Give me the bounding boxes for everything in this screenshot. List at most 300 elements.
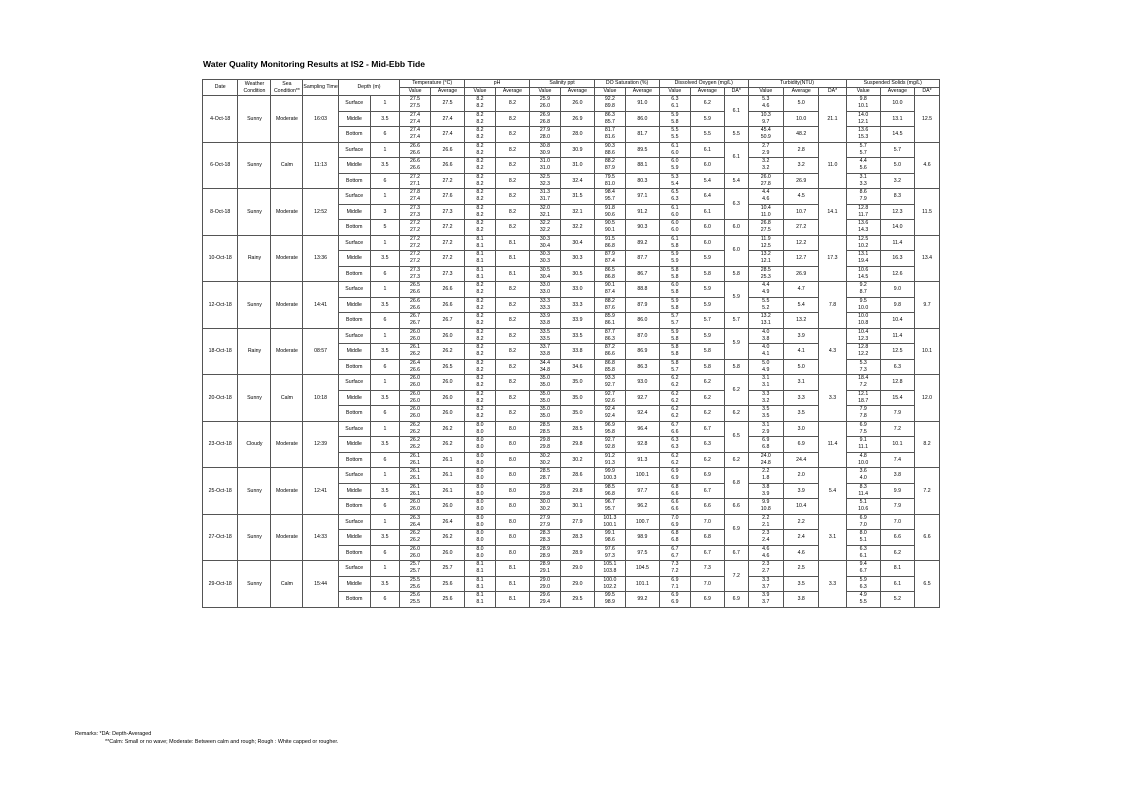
do-value-cell-reading: 5.8 (671, 335, 679, 342)
salinity-value-cell (530, 390, 561, 406)
do-da-cell: 5.8 (724, 359, 748, 375)
do-saturation-value-cell (595, 406, 626, 422)
do-value-cell-reading: 6.3 (671, 444, 679, 451)
turbidity-value-cell (748, 235, 783, 251)
ss-value-cell-reading: 18.7 (858, 397, 869, 404)
header-value: Value (400, 88, 431, 96)
salinity-value-cell (530, 375, 561, 391)
ph-value-cell (465, 390, 496, 406)
salinity-value-cell-reading: 33.0 (539, 282, 550, 289)
ph-value-cell-reading: 8.1 (476, 576, 484, 583)
do-value-cell (660, 499, 691, 515)
depth-value-cell: 5 (370, 220, 400, 236)
header-weather: Weather Condition (238, 80, 271, 96)
turbidity-value-cell-reading: 3.9 (762, 592, 770, 599)
do-average-cell: 6.0 (690, 235, 724, 251)
turbidity-value-cell (748, 437, 783, 453)
salinity-value-cell (530, 111, 561, 127)
temperature-value-cell (400, 499, 431, 515)
table-row (203, 328, 940, 344)
ph-value-cell (465, 220, 496, 236)
ss-value-cell-reading: 10.0 (858, 459, 869, 466)
header-do-saturation: DO Saturation (%) (595, 80, 660, 88)
turbidity-value-cell-reading: 24.0 (760, 452, 771, 459)
do-saturation-value-cell-reading: 88.2 (604, 158, 615, 165)
do-da-cell: 6.5 (724, 421, 748, 452)
do-value-cell (660, 359, 691, 375)
ss-value-cell-reading: 5.1 (859, 537, 867, 544)
ph-value-cell-reading: 8.2 (476, 304, 484, 311)
depth-value-cell: 6 (370, 545, 400, 561)
do-saturation-value-cell-reading: 90.6 (604, 211, 615, 218)
turbidity-value-cell (748, 359, 783, 375)
ss-average-cell: 8.1 (880, 561, 914, 577)
ss-value-cell (846, 545, 880, 561)
do-saturation-value-cell-reading: 87.4 (604, 258, 615, 265)
do-average-cell: 7.0 (690, 576, 724, 592)
turbidity-value-cell-reading: 2.2 (762, 514, 770, 521)
temperature-average-cell: 26.6 (430, 158, 464, 174)
turbidity-da-cell: 3.1 (819, 514, 846, 561)
do-saturation-value-cell-reading: 98.5 (604, 483, 615, 490)
salinity-value-cell-reading: 29.8 (539, 490, 550, 497)
do-da-cell: 6.1 (724, 142, 748, 173)
do-saturation-value-cell-reading: 81.7 (604, 127, 615, 134)
temperature-value-cell-reading: 26.0 (409, 328, 421, 335)
do-value-cell-reading: 6.0 (671, 211, 679, 218)
salinity-value-cell-reading: 28.0 (539, 134, 550, 141)
do-average-cell: 5.9 (690, 282, 724, 298)
turbidity-average-cell: 2.4 (783, 530, 818, 546)
do-saturation-value-cell (595, 111, 626, 127)
depth-value-cell: 1 (370, 375, 400, 391)
temperature-average-cell: 26.5 (430, 359, 464, 375)
temperature-value-cell-reading: 26.6 (409, 165, 421, 172)
salinity-value-cell (530, 499, 561, 515)
do-saturation-average-cell: 88.8 (625, 282, 659, 298)
salinity-value-cell-reading: 35.0 (539, 413, 550, 420)
temperature-value-cell-reading: 26.5 (409, 282, 421, 289)
turbidity-value-cell (748, 344, 783, 360)
turbidity-value-cell (748, 514, 783, 530)
temperature-value-cell (400, 297, 431, 313)
salinity-value-cell-reading: 30.2 (539, 459, 550, 466)
temperature-average-cell: 26.2 (430, 421, 464, 437)
depth-value-cell: 3.5 (370, 483, 400, 499)
temperature-value-cell-reading: 26.0 (409, 335, 421, 342)
do-saturation-value-cell (595, 359, 626, 375)
depth-value-cell: 1 (370, 561, 400, 577)
turbidity-value-cell-reading: 3.1 (762, 382, 770, 389)
ss-average-cell: 10.1 (880, 437, 914, 453)
turbidity-da-cell: 3.3 (819, 375, 846, 422)
do-saturation-value-cell (595, 189, 626, 205)
do-saturation-value-cell-reading: 90.1 (604, 282, 615, 289)
turbidity-da-cell: 11.0 (819, 142, 846, 189)
ph-average-cell: 8.1 (495, 266, 529, 282)
do-value-cell-reading: 5.7 (671, 313, 679, 320)
temperature-value-cell (400, 530, 431, 546)
turbidity-value-cell-reading: 24.8 (760, 459, 771, 466)
turbidity-value-cell-reading: 4.1 (762, 351, 770, 358)
ss-average-cell: 10.0 (880, 96, 914, 112)
turbidity-value-cell-reading: 2.9 (762, 428, 770, 435)
ss-value-cell-reading: 12.1 (858, 390, 869, 397)
ph-value-cell-reading: 8.2 (476, 344, 484, 351)
do-saturation-average-cell: 87.7 (625, 251, 659, 267)
turbidity-value-cell-reading: 5.0 (762, 359, 770, 366)
do-saturation-value-cell-reading: 81.6 (604, 134, 615, 141)
ph-average-cell: 8.2 (495, 142, 529, 158)
ss-value-cell (846, 514, 880, 530)
ph-value-cell (465, 530, 496, 546)
depth-label-cell: Surface (338, 421, 370, 437)
header-average: Average (625, 88, 659, 96)
ss-average-cell: 5.2 (880, 592, 914, 608)
turbidity-value-cell-reading: 3.3 (762, 390, 770, 397)
table-row (203, 514, 940, 530)
table-row (203, 235, 940, 251)
salinity-average-cell: 30.4 (560, 235, 594, 251)
ss-value-cell (846, 142, 880, 158)
salinity-value-cell-reading: 35.0 (539, 406, 550, 413)
do-value-cell-reading: 5.7 (671, 320, 679, 327)
temperature-value-cell-reading: 26.0 (409, 390, 421, 397)
do-saturation-value-cell-reading: 86.3 (604, 111, 615, 118)
do-saturation-value-cell-reading: 98.4 (604, 189, 615, 196)
do-saturation-average-cell: 91.3 (625, 452, 659, 468)
do-value-cell-reading: 6.2 (671, 452, 679, 459)
salinity-value-cell-reading: 28.3 (539, 530, 550, 537)
ss-value-cell-reading: 8.6 (859, 189, 867, 196)
do-value-cell (660, 189, 691, 205)
temperature-value-cell-reading: 27.3 (409, 204, 421, 211)
ss-value-cell-reading: 8.7 (859, 289, 867, 296)
ph-value-cell (465, 375, 496, 391)
sea-condition-cell: Moderate (271, 328, 303, 375)
turbidity-value-cell-reading: 2.3 (762, 530, 770, 537)
ph-average-cell: 8.2 (495, 390, 529, 406)
ph-value-cell (465, 592, 496, 608)
ss-value-cell-reading: 3.1 (859, 173, 867, 180)
ss-value-cell (846, 592, 880, 608)
ss-value-cell (846, 282, 880, 298)
depth-value-cell: 6 (370, 499, 400, 515)
depth-value-cell: 6 (370, 127, 400, 143)
depth-value-cell: 3.5 (370, 111, 400, 127)
ph-value-cell-reading: 8.2 (476, 397, 484, 404)
sampling-time-cell: 08:57 (303, 328, 338, 375)
salinity-value-cell-reading: 26.8 (539, 118, 550, 125)
ss-da-cell: 6.6 (915, 514, 940, 561)
ph-average-cell: 8.0 (495, 468, 529, 484)
depth-label-cell: Middle (338, 204, 370, 220)
weather-cell: Rainy (238, 235, 271, 282)
salinity-value-cell-reading: 26.9 (539, 111, 550, 118)
ss-average-cell: 9.8 (880, 297, 914, 313)
salinity-value-cell-reading: 33.8 (539, 320, 550, 327)
turbidity-value-cell-reading: 12.5 (760, 242, 771, 249)
do-value-cell-reading: 5.5 (671, 127, 679, 134)
ss-da-cell: 13.4 (915, 235, 940, 282)
turbidity-average-cell: 4.1 (783, 344, 818, 360)
salinity-value-cell (530, 561, 561, 577)
ph-average-cell: 8.2 (495, 282, 529, 298)
ss-value-cell-reading: 7.9 (859, 196, 867, 203)
ph-value-cell-reading: 8.2 (476, 96, 484, 103)
temperature-value-cell-reading: 27.2 (409, 258, 421, 265)
do-value-cell (660, 390, 691, 406)
depth-value-cell: 1 (370, 421, 400, 437)
do-saturation-average-cell: 92.7 (625, 390, 659, 406)
do-value-cell-reading: 6.2 (671, 413, 679, 420)
sampling-time-cell: 14:41 (303, 282, 338, 329)
do-saturation-value-cell-reading: 95.7 (604, 506, 615, 513)
remarks-line-2: **Calm: Small or no wave; Moderate: Between calm and rough; Rough : White capped or rougher. (105, 739, 339, 745)
ph-value-cell-reading: 8.2 (476, 111, 484, 118)
temperature-average-cell: 26.6 (430, 297, 464, 313)
ss-value-cell (846, 452, 880, 468)
salinity-value-cell (530, 266, 561, 282)
sampling-time-cell: 15:44 (303, 561, 338, 608)
salinity-value-cell (530, 437, 561, 453)
do-saturation-value-cell-reading: 98.9 (604, 599, 615, 606)
ph-value-cell (465, 483, 496, 499)
temperature-average-cell: 25.6 (430, 592, 464, 608)
depth-value-cell: 1 (370, 514, 400, 530)
do-saturation-average-cell: 97.7 (625, 483, 659, 499)
salinity-value-cell-reading: 28.9 (539, 545, 550, 552)
ss-value-cell-reading: 12.5 (858, 235, 869, 242)
do-value-cell-reading: 6.2 (671, 459, 679, 466)
do-saturation-average-cell: 97.1 (625, 189, 659, 205)
salinity-value-cell (530, 220, 561, 236)
do-value-cell-reading: 6.1 (671, 103, 679, 110)
turbidity-value-cell (748, 220, 783, 236)
do-value-cell-reading: 6.6 (671, 499, 679, 506)
temperature-value-cell (400, 235, 431, 251)
salinity-value-cell-reading: 33.9 (539, 313, 550, 320)
table-row (203, 421, 940, 437)
weather-cell: Cloudy (238, 421, 271, 468)
ss-value-cell (846, 530, 880, 546)
date-cell: 8-Oct-18 (203, 189, 238, 236)
turbidity-average-cell: 5.0 (783, 96, 818, 112)
ph-value-cell-reading: 8.0 (476, 421, 484, 428)
ph-average-cell: 8.1 (495, 576, 529, 592)
date-cell: 23-Oct-18 (203, 421, 238, 468)
table-body (203, 96, 940, 608)
turbidity-value-cell-reading: 5.5 (762, 297, 770, 304)
depth-label-cell: Bottom (338, 220, 370, 236)
ss-average-cell: 12.3 (880, 204, 914, 220)
salinity-value-cell-reading: 28.5 (539, 421, 550, 428)
do-value-cell (660, 111, 691, 127)
turbidity-value-cell-reading: 5.2 (762, 304, 770, 311)
do-saturation-value-cell-reading: 105.1 (603, 561, 617, 568)
depth-value-cell: 6 (370, 359, 400, 375)
do-saturation-value-cell (595, 282, 626, 298)
temperature-value-cell (400, 173, 431, 189)
temperature-value-cell-reading: 26.1 (409, 468, 421, 475)
do-value-cell (660, 437, 691, 453)
table-row (203, 96, 940, 112)
ss-value-cell-reading: 9.5 (859, 297, 867, 304)
turbidity-value-cell-reading: 3.2 (762, 165, 770, 172)
turbidity-value-cell (748, 189, 783, 205)
salinity-average-cell: 30.1 (560, 499, 594, 515)
sea-condition-cell: Moderate (271, 96, 303, 143)
temperature-value-cell (400, 406, 431, 422)
do-saturation-value-cell-reading: 98.6 (604, 537, 615, 544)
ph-value-cell-reading: 8.2 (476, 328, 484, 335)
temperature-value-cell (400, 266, 431, 282)
ss-average-cell: 7.0 (880, 514, 914, 530)
do-saturation-value-cell-reading: 85.8 (604, 366, 615, 373)
salinity-value-cell-reading: 35.0 (539, 397, 550, 404)
depth-label-cell: Middle (338, 111, 370, 127)
do-saturation-average-cell: 81.7 (625, 127, 659, 143)
temperature-average-cell: 26.0 (430, 390, 464, 406)
salinity-value-cell-reading: 30.0 (539, 499, 550, 506)
turbidity-average-cell: 3.2 (783, 158, 818, 174)
ss-value-cell-reading: 10.6 (858, 266, 869, 273)
temperature-value-cell-reading: 26.2 (409, 421, 421, 428)
do-da-cell: 6.8 (724, 468, 748, 499)
do-saturation-average-cell: 87.9 (625, 297, 659, 313)
ss-average-cell: 7.4 (880, 452, 914, 468)
ss-average-cell: 11.4 (880, 235, 914, 251)
do-value-cell-reading: 5.7 (671, 366, 679, 373)
temperature-value-cell-reading: 26.0 (409, 499, 421, 506)
turbidity-value-cell-reading: 3.8 (762, 483, 770, 490)
ss-value-cell-reading: 6.7 (859, 568, 867, 575)
ph-average-cell: 8.0 (495, 452, 529, 468)
ph-average-cell: 8.2 (495, 313, 529, 329)
date-cell: 10-Oct-18 (203, 235, 238, 282)
do-average-cell: 5.9 (690, 297, 724, 313)
temperature-value-cell (400, 421, 431, 437)
temperature-value-cell (400, 313, 431, 329)
salinity-value-cell-reading: 34.8 (539, 366, 550, 373)
temperature-average-cell: 27.4 (430, 127, 464, 143)
turbidity-average-cell: 4.5 (783, 189, 818, 205)
ph-value-cell-reading: 8.0 (476, 530, 484, 537)
do-saturation-value-cell (595, 576, 626, 592)
turbidity-value-cell (748, 127, 783, 143)
salinity-value-cell (530, 452, 561, 468)
do-saturation-average-cell: 104.5 (625, 561, 659, 577)
do-saturation-value-cell-reading: 86.1 (604, 320, 615, 327)
do-da-cell: 6.7 (724, 545, 748, 561)
turbidity-value-cell-reading: 13.2 (760, 251, 771, 258)
depth-label-cell: Middle (338, 530, 370, 546)
temperature-average-cell: 26.1 (430, 468, 464, 484)
salinity-value-cell-reading: 29.0 (539, 583, 550, 590)
ss-average-cell: 6.1 (880, 576, 914, 592)
ss-value-cell-reading: 19.4 (858, 258, 869, 265)
turbidity-value-cell (748, 313, 783, 329)
ph-value-cell (465, 189, 496, 205)
sampling-time-cell: 11:13 (303, 142, 338, 189)
temperature-average-cell: 26.2 (430, 530, 464, 546)
do-da-cell: 6.9 (724, 514, 748, 545)
ph-value-cell-reading: 8.2 (476, 142, 484, 149)
depth-label-cell: Surface (338, 189, 370, 205)
depth-label-cell: Bottom (338, 359, 370, 375)
do-value-cell (660, 235, 691, 251)
salinity-value-cell-reading: 32.0 (539, 204, 550, 211)
salinity-value-cell (530, 297, 561, 313)
depth-value-cell: 6 (370, 173, 400, 189)
turbidity-average-cell: 24.4 (783, 452, 818, 468)
temperature-value-cell-reading: 26.2 (409, 537, 421, 544)
header-salinity: Salinity ppt (530, 80, 595, 88)
do-saturation-value-cell (595, 220, 626, 236)
ph-value-cell-reading: 8.1 (476, 266, 484, 273)
header-average: Average (880, 88, 914, 96)
turbidity-value-cell-reading: 3.2 (762, 158, 770, 165)
header-da: DA* (724, 88, 748, 96)
ph-value-cell-reading: 8.0 (476, 490, 484, 497)
do-value-cell (660, 452, 691, 468)
remarks-line-1: Remarks: *DA: Depth-Averaged (75, 731, 152, 737)
ph-value-cell-reading: 8.0 (476, 514, 484, 521)
ss-value-cell-reading: 8.0 (859, 530, 867, 537)
temperature-value-cell-reading: 26.2 (409, 428, 421, 435)
temperature-average-cell: 26.4 (430, 514, 464, 530)
ph-value-cell-reading: 8.0 (476, 499, 484, 506)
do-average-cell: 6.7 (690, 483, 724, 499)
do-average-cell: 6.2 (690, 375, 724, 391)
salinity-value-cell (530, 406, 561, 422)
ss-value-cell (846, 127, 880, 143)
ss-value-cell (846, 576, 880, 592)
depth-label-cell: Surface (338, 328, 370, 344)
turbidity-average-cell: 26.9 (783, 266, 818, 282)
turbidity-value-cell-reading: 4.9 (762, 366, 770, 373)
salinity-average-cell: 30.9 (560, 142, 594, 158)
do-value-cell (660, 421, 691, 437)
turbidity-value-cell-reading: 9.9 (762, 499, 770, 506)
temperature-value-cell (400, 514, 431, 530)
temperature-average-cell: 26.0 (430, 545, 464, 561)
do-saturation-value-cell-reading: 90.1 (604, 227, 615, 234)
temperature-average-cell: 26.2 (430, 344, 464, 360)
do-value-cell-reading: 5.9 (671, 328, 679, 335)
ph-value-cell (465, 406, 496, 422)
ph-average-cell: 8.2 (495, 359, 529, 375)
table-row (203, 375, 940, 391)
do-saturation-average-cell: 96.2 (625, 499, 659, 515)
do-saturation-value-cell (595, 592, 626, 608)
temperature-value-cell (400, 344, 431, 360)
depth-label-cell: Bottom (338, 266, 370, 282)
do-value-cell-reading: 7.1 (671, 583, 679, 590)
do-saturation-value-cell-reading: 92.4 (604, 406, 615, 413)
depth-label-cell: Middle (338, 251, 370, 267)
salinity-value-cell (530, 530, 561, 546)
do-saturation-value-cell-reading: 89.8 (604, 103, 615, 110)
ph-value-cell (465, 499, 496, 515)
turbidity-value-cell-reading: 4.0 (762, 344, 770, 351)
ss-value-cell-reading: 4.4 (859, 158, 867, 165)
do-average-cell: 6.2 (690, 452, 724, 468)
depth-value-cell: 3.5 (370, 158, 400, 174)
ph-value-cell-reading: 8.2 (476, 335, 484, 342)
do-value-cell-reading: 5.9 (671, 251, 679, 258)
turbidity-value-cell-reading: 3.9 (762, 490, 770, 497)
